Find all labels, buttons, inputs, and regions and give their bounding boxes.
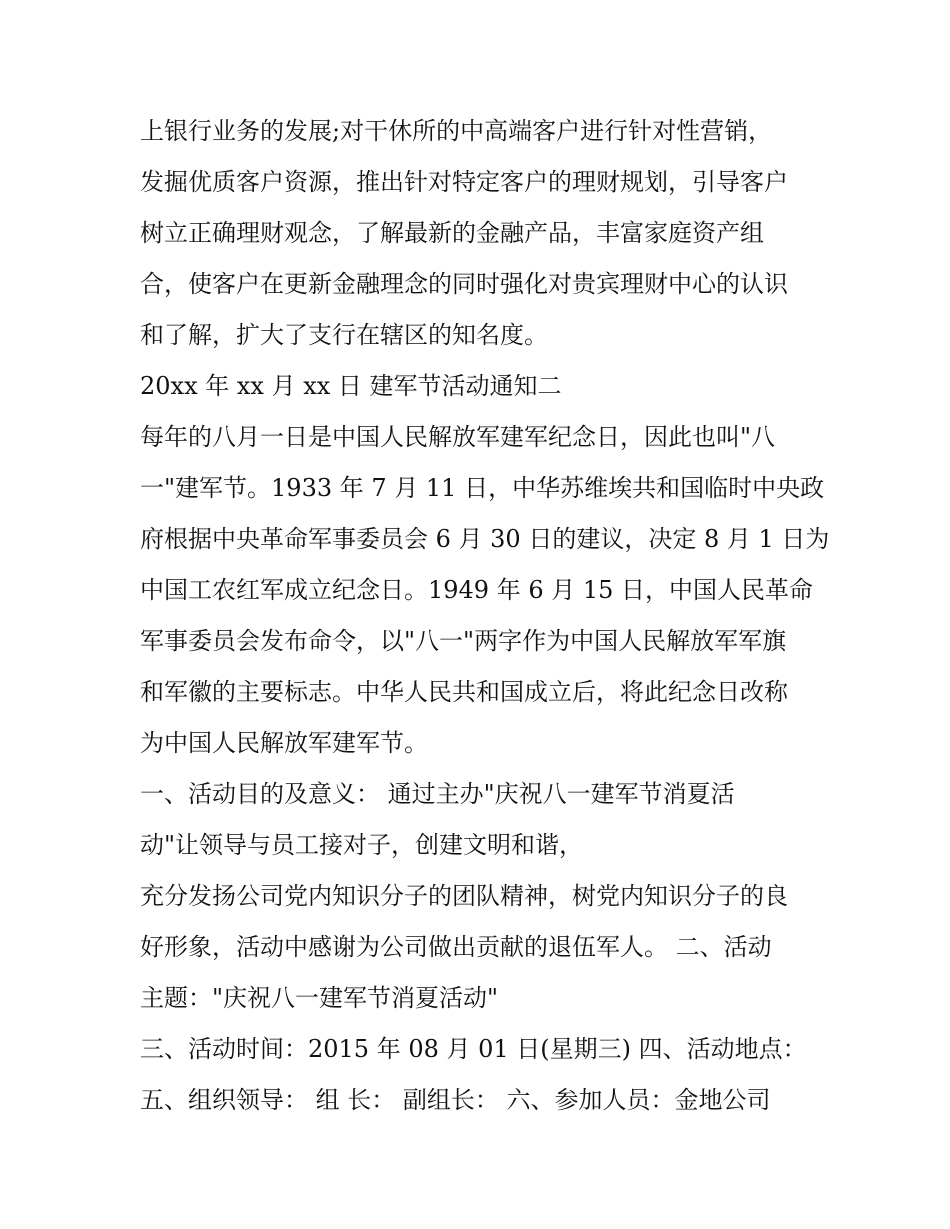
document-body (140, 106, 830, 1126)
text-line: 动"让领导与员工接对子，创建文明和谐， (140, 831, 584, 859)
text-line: 发掘优质客户资源，推出针对特定客户的理财规划，引导客户 (140, 168, 788, 196)
text-line: 府根据中央革命军事委员会 6 月 30 日的建议，决定 8 月 1 日为 (140, 525, 830, 553)
text-line: 主题："庆祝八一建军节消夏活动" (140, 984, 499, 1012)
text-line: 三、活动时间：2015 年 08 月 01 日(星期三) 四、活动地点： (140, 1035, 807, 1063)
text-line: 为中国人民解放军建军节。 (140, 729, 428, 757)
text-line: 和了解，扩大了支行在辖区的知名度。 (140, 321, 548, 349)
text-line: 和军徽的主要标志。中华人民共和国成立后，将此纪念日改称 (140, 678, 788, 706)
text-line: 每年的八月一日是中国人民解放军建军纪念日，因此也叫"八 (140, 423, 776, 451)
text-line: 树立正确理财观念，了解最新的金融产品，丰富家庭资产组 (140, 219, 764, 247)
text-line: 充分发扬公司党内知识分子的团队精神，树党内知识分子的良 (140, 882, 788, 910)
text-line: 上银行业务的发展;对干休所的中高端客户进行针对性营销， (140, 117, 773, 145)
text-line: 一"建军节。1933 年 7 月 11 日，中华苏维埃共和国临时中央政 (140, 474, 825, 502)
text-line: 中国工农红军成立纪念日。1949 年 6 月 15 日，中国人民革命 (140, 576, 814, 604)
text-line: 合，使客户在更新金融理念的同时强化对贵宾理财中心的认识 (140, 270, 788, 298)
text-line: 军事委员会发布命令，以"八一"两字作为中国人民解放军军旗 (140, 627, 787, 655)
text-line: 一、活动目的及意义： 通过主办"庆祝八一建军节消夏活 (140, 780, 735, 808)
text-line: 五、组织领导： 组 长： 副组长： 六、参加人员：金地公司 (140, 1086, 771, 1114)
section-heading: 20xx 年 xx 月 xx 日 建军节活动通知二 (140, 372, 562, 400)
text-line: 好形象，活动中感谢为公司做出贡献的退伍军人。 二、活动 (140, 933, 772, 961)
